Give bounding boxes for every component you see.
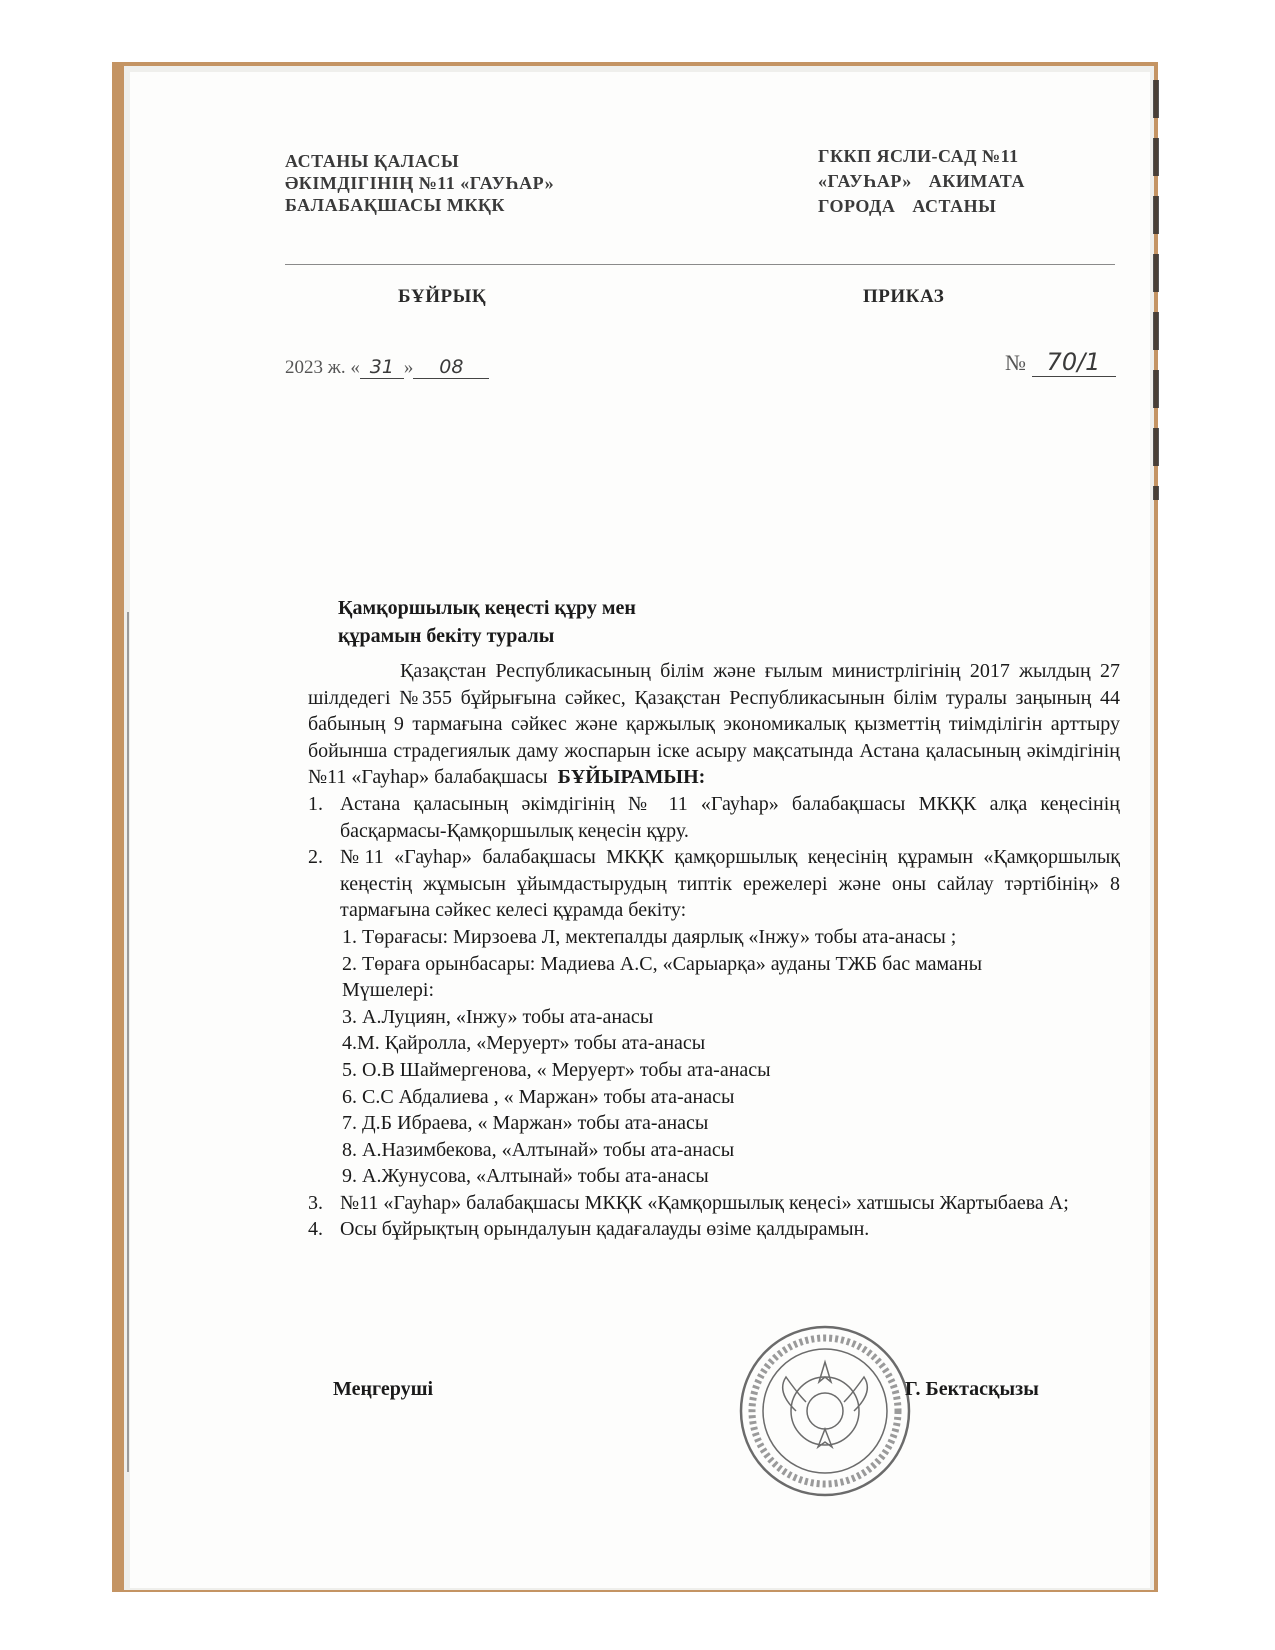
order-number <box>1005 348 1116 377</box>
item-number: 3. <box>308 1191 323 1214</box>
date-day: 31 <box>360 356 404 379</box>
header-left-line: БАЛАБАҚШАСЫ МКҚК <box>285 195 505 215</box>
doc-title-kz: БҰЙРЫҚ <box>398 286 487 307</box>
order-item <box>308 1190 1120 1217</box>
member-line: 8. А.Назимбекова, «Алтынай» тобы ата-анасы <box>342 1138 735 1161</box>
order-date <box>285 356 489 379</box>
preamble-text: Қазақстан Республикасының білім және ғылым министрлігінің 2017 жылдың 27 шілдедегі №355 бұйрығына сәйкес, Қазақстан Республикасынын білім туралы заңының 44 бабының 9 тармағына сәйкес және қаржылық экономикалық қызметтің тиімділігін арттыру бойынша страдегиялык даму жоспарын іске асыру мақсатында Астана қаласының әкімдігінің №11 «Гауһар» балабақшасы <box>308 660 1120 789</box>
signature-name: Г. Бектасқызы <box>905 1378 1039 1400</box>
number-value: 70/1 <box>1032 348 1116 377</box>
header-divider <box>285 264 1115 265</box>
signature-position: Меңгеруші <box>333 1378 434 1400</box>
header-left-line: ӘКІМДІГІНІҢ №11 «ГАУҺАР» <box>285 173 555 193</box>
preamble <box>308 658 1120 791</box>
member-line: 1. Төрағасы: Мирзоева Л, мектепалды даярлық «Інжу» тобы ата-анасы ; <box>342 925 957 948</box>
item-number: 1. <box>308 792 323 815</box>
date-prefix: 2023 ж. « <box>285 357 360 378</box>
header-left <box>285 150 554 216</box>
header-left-line: АСТАНЫ ҚАЛАСЫ <box>285 151 460 171</box>
order-subject <box>338 594 636 650</box>
order-item <box>308 791 1120 844</box>
date-month: 08 <box>413 356 489 379</box>
member-line: 4.М. Қайролла, «Меруерт» тобы ата-анасы <box>342 1032 706 1055</box>
order-item <box>308 1216 1120 1243</box>
item-text: №11 «Гауһар» балабақшасы МКҚК қамқоршылық кеңесінің құрамын «Қамқоршылық кеңестің жұмысын ұйымдастырудың типтік ережелері және оны сайлау тәртібінің» 8 тармағына сәйкес келесі құрамда бекіту: <box>340 846 1120 922</box>
member-line: 9. А.Жунусова, «Алтынай» тобы ата-анасы <box>342 1165 709 1188</box>
number-sign: № <box>1005 350 1026 375</box>
binder-marks <box>1153 80 1159 500</box>
header-right-line: «ГАУҺАР» АКИМАТА <box>818 171 1025 191</box>
order-items <box>308 791 1120 1243</box>
header-right-line: ГОРОДА АСТАНЫ <box>818 196 997 216</box>
header-right-line: ГККП ЯСЛИ-САД №11 <box>818 146 1019 166</box>
member-line: 5. О.В Шаймергенова, « Меруерт» тобы ата-анасы <box>342 1058 771 1081</box>
members-list <box>340 924 1120 1190</box>
order-item <box>308 844 1120 1190</box>
header-right <box>818 144 1025 219</box>
item-text: Астана қаласының әкімдігінің № 11 «Гауһар» балабақшасы МКҚК алқа кеңесінің басқармасы-Қамқоршылық кеңесін құру. <box>340 792 1120 842</box>
order-word: БҰЙЫРАМЫН: <box>557 766 706 789</box>
item-text: №11 «Гауһар» балабақшасы МКҚК «Қамқоршылық кеңесі» хатшысы Жартыбаева А; <box>340 1191 1069 1214</box>
item-number: 4. <box>308 1218 323 1241</box>
member-line: 2. Төраға орынбасары: Мадиева А.С, «Сарыарқа» ауданы ТЖБ бас маманы <box>342 952 983 975</box>
subject-line: Қамқоршылық кеңесті құру мен <box>338 597 636 619</box>
member-line: 6. С.С Абдалиева , « Маржан» тобы ата-анасы <box>342 1085 735 1108</box>
item-number: 2. <box>308 846 323 869</box>
item-text: Осы бұйрықтың орындалуын қадағалауды өзіме қалдырамын. <box>340 1218 870 1241</box>
member-line: Мүшелері: <box>342 979 435 1002</box>
date-separator: » <box>403 357 414 378</box>
member-line: 7. Д.Б Ибраева, « Маржан» тобы ата-анасы <box>342 1112 709 1135</box>
official-seal <box>736 1322 914 1500</box>
member-line: 3. А.Луциян, «Інжу» тобы ата-анасы <box>342 1005 654 1028</box>
order-body <box>308 658 1120 1243</box>
doc-title-ru: ПРИКАЗ <box>863 286 945 307</box>
subject-line: құрамын бекіту туралы <box>338 625 555 647</box>
page-edge <box>127 612 129 1472</box>
